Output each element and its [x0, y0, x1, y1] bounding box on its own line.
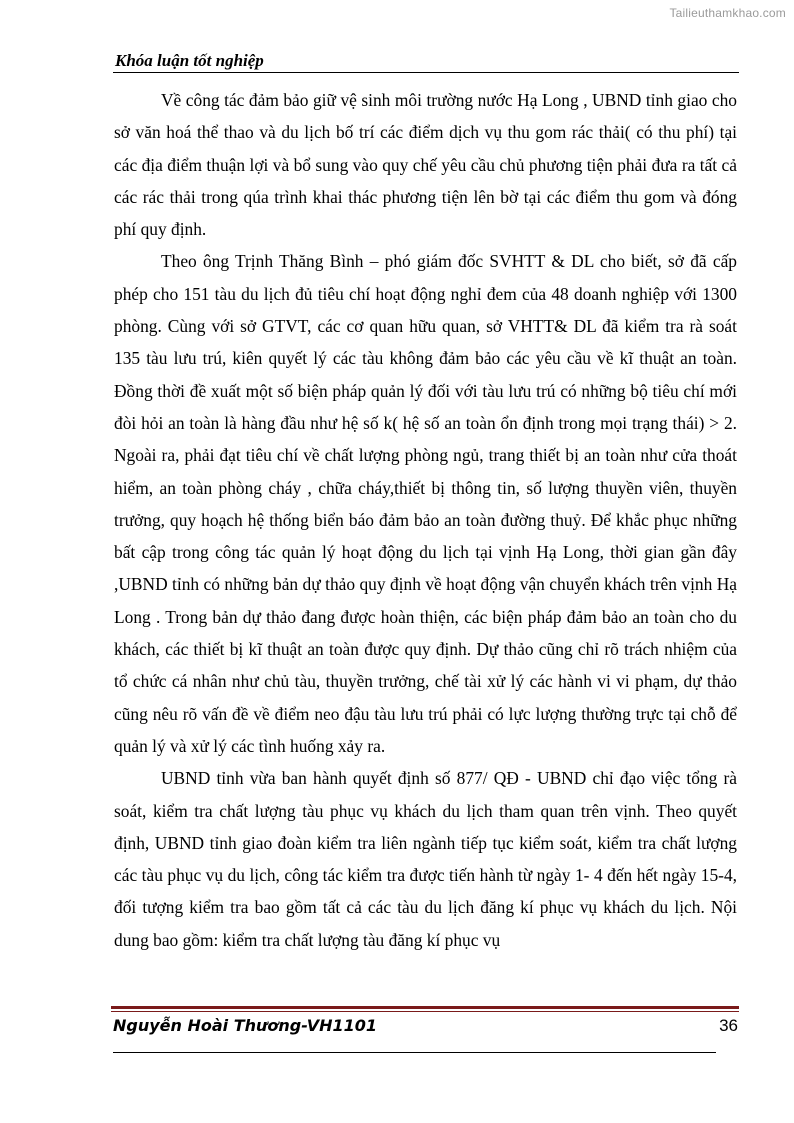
paragraph: Theo ông Trịnh Thăng Bình – phó giám đốc SVHTT & DL cho biết, sở đã cấp phép cho 151 tàu du lịch đủ tiêu chí hoạt động nghỉ đem của 48 doanh nghiệp với 1300 phòng. Cùng với sở GTVT, các cơ quan hữu quan, sở VHTT& DL đã kiểm tra rà soát 135 tàu lưu trú, kiên quyết lý các tàu không đảm bảo các yêu cầu về kĩ thuật an toàn. Đồng thời đề xuất một số biện pháp quản lý đối với tàu lưu trú có những bộ tiêu chí mới đòi hỏi an toàn là hàng đầu như hệ số k( hệ số an toàn ổn định trong mọi trạng thái) > 2. Ngoài ra, phải đạt tiêu chí về chất lượng phòng ngủ, trang thiết bị an toàn như cửa thoát hiểm, an toàn phòng cháy , chữa cháy,thiết bị thông tin, số lượng thuyền viên, thuyền trưởng, quy hoạch hệ thống biển báo đảm bảo an toàn đường thuỷ. Để khắc phục những bất cập trong công tác quản lý hoạt động du lịch tại vịnh Hạ Long, thời gian gần đây ,UBND tỉnh có những bản dự thảo quy định về hoạt động vận chuyển khách trên vịnh Hạ Long . Trong bản dự thảo đang được hoàn thiện, các biện pháp đảm bảo an toàn cho du khách, các thiết bị kĩ thuật an toàn được quy định. Dự thảo cũng chỉ rõ trách nhiệm của tổ chức cá nhân như chủ tàu, thuyền trưởng, chế tài xử lý các hành vi vi phạm, dự thảo cũng nêu rõ vấn đề về điểm neo đậu tàu lưu trú phải có lực lượng thường trực tại chỗ để quản lý và xử lý các tình huống xảy ra. [114, 251, 737, 756]
header-divider [113, 72, 739, 73]
page-number: 36 [719, 1016, 738, 1035]
paragraph: UBND tỉnh vừa ban hành quyết định số 877/ QĐ - UBND chỉ đạo việc tổng rà soát, kiểm tra chất lượng tàu phục vụ khách du lịch tham quan trên vịnh. Theo quyết định, UBND tỉnh giao đoàn kiểm tra liên ngành tiếp tục kiểm soát, kiểm tra chất lượng các tàu phục vụ du lịch, công tác kiểm tra được tiến hành từ ngày 1- 4 đến hết ngày 15-4, đối tượng kiểm tra bao gồm tất cả các tàu du lịch đăng kí phục vụ khách du lịch. Nội dung bao gồm: kiểm tra chất lượng tàu đăng kí phục vụ [114, 768, 737, 950]
page-header-title: Khóa luận tốt nghiệp [115, 51, 264, 70]
footer-divider-thick [111, 1006, 739, 1009]
paragraph: Về công tác đảm bảo giữ vệ sinh môi trường nước Hạ Long , UBND tỉnh giao cho sở văn hoá thể thao và du lịch bố trí các điểm dịch vụ thu gom rác thải( có thu phí) tại các địa điểm thuận lợi và bổ sung vào quy chế yêu cầu chủ phương tiện phải đưa ra tất cả các rác thải trong qúa trình khai thác phương tiện lên bờ tại các điểm thu gom và đóng phí quy định. [114, 90, 737, 240]
footer-author: Nguyễn Hoài Thương-VH1101 [113, 1016, 378, 1035]
watermark-text: Tailieuthamkhao.com [669, 6, 786, 20]
footer-divider-thin [111, 1011, 739, 1012]
footer-bottom-divider [113, 1052, 716, 1053]
document-body [114, 84, 737, 956]
